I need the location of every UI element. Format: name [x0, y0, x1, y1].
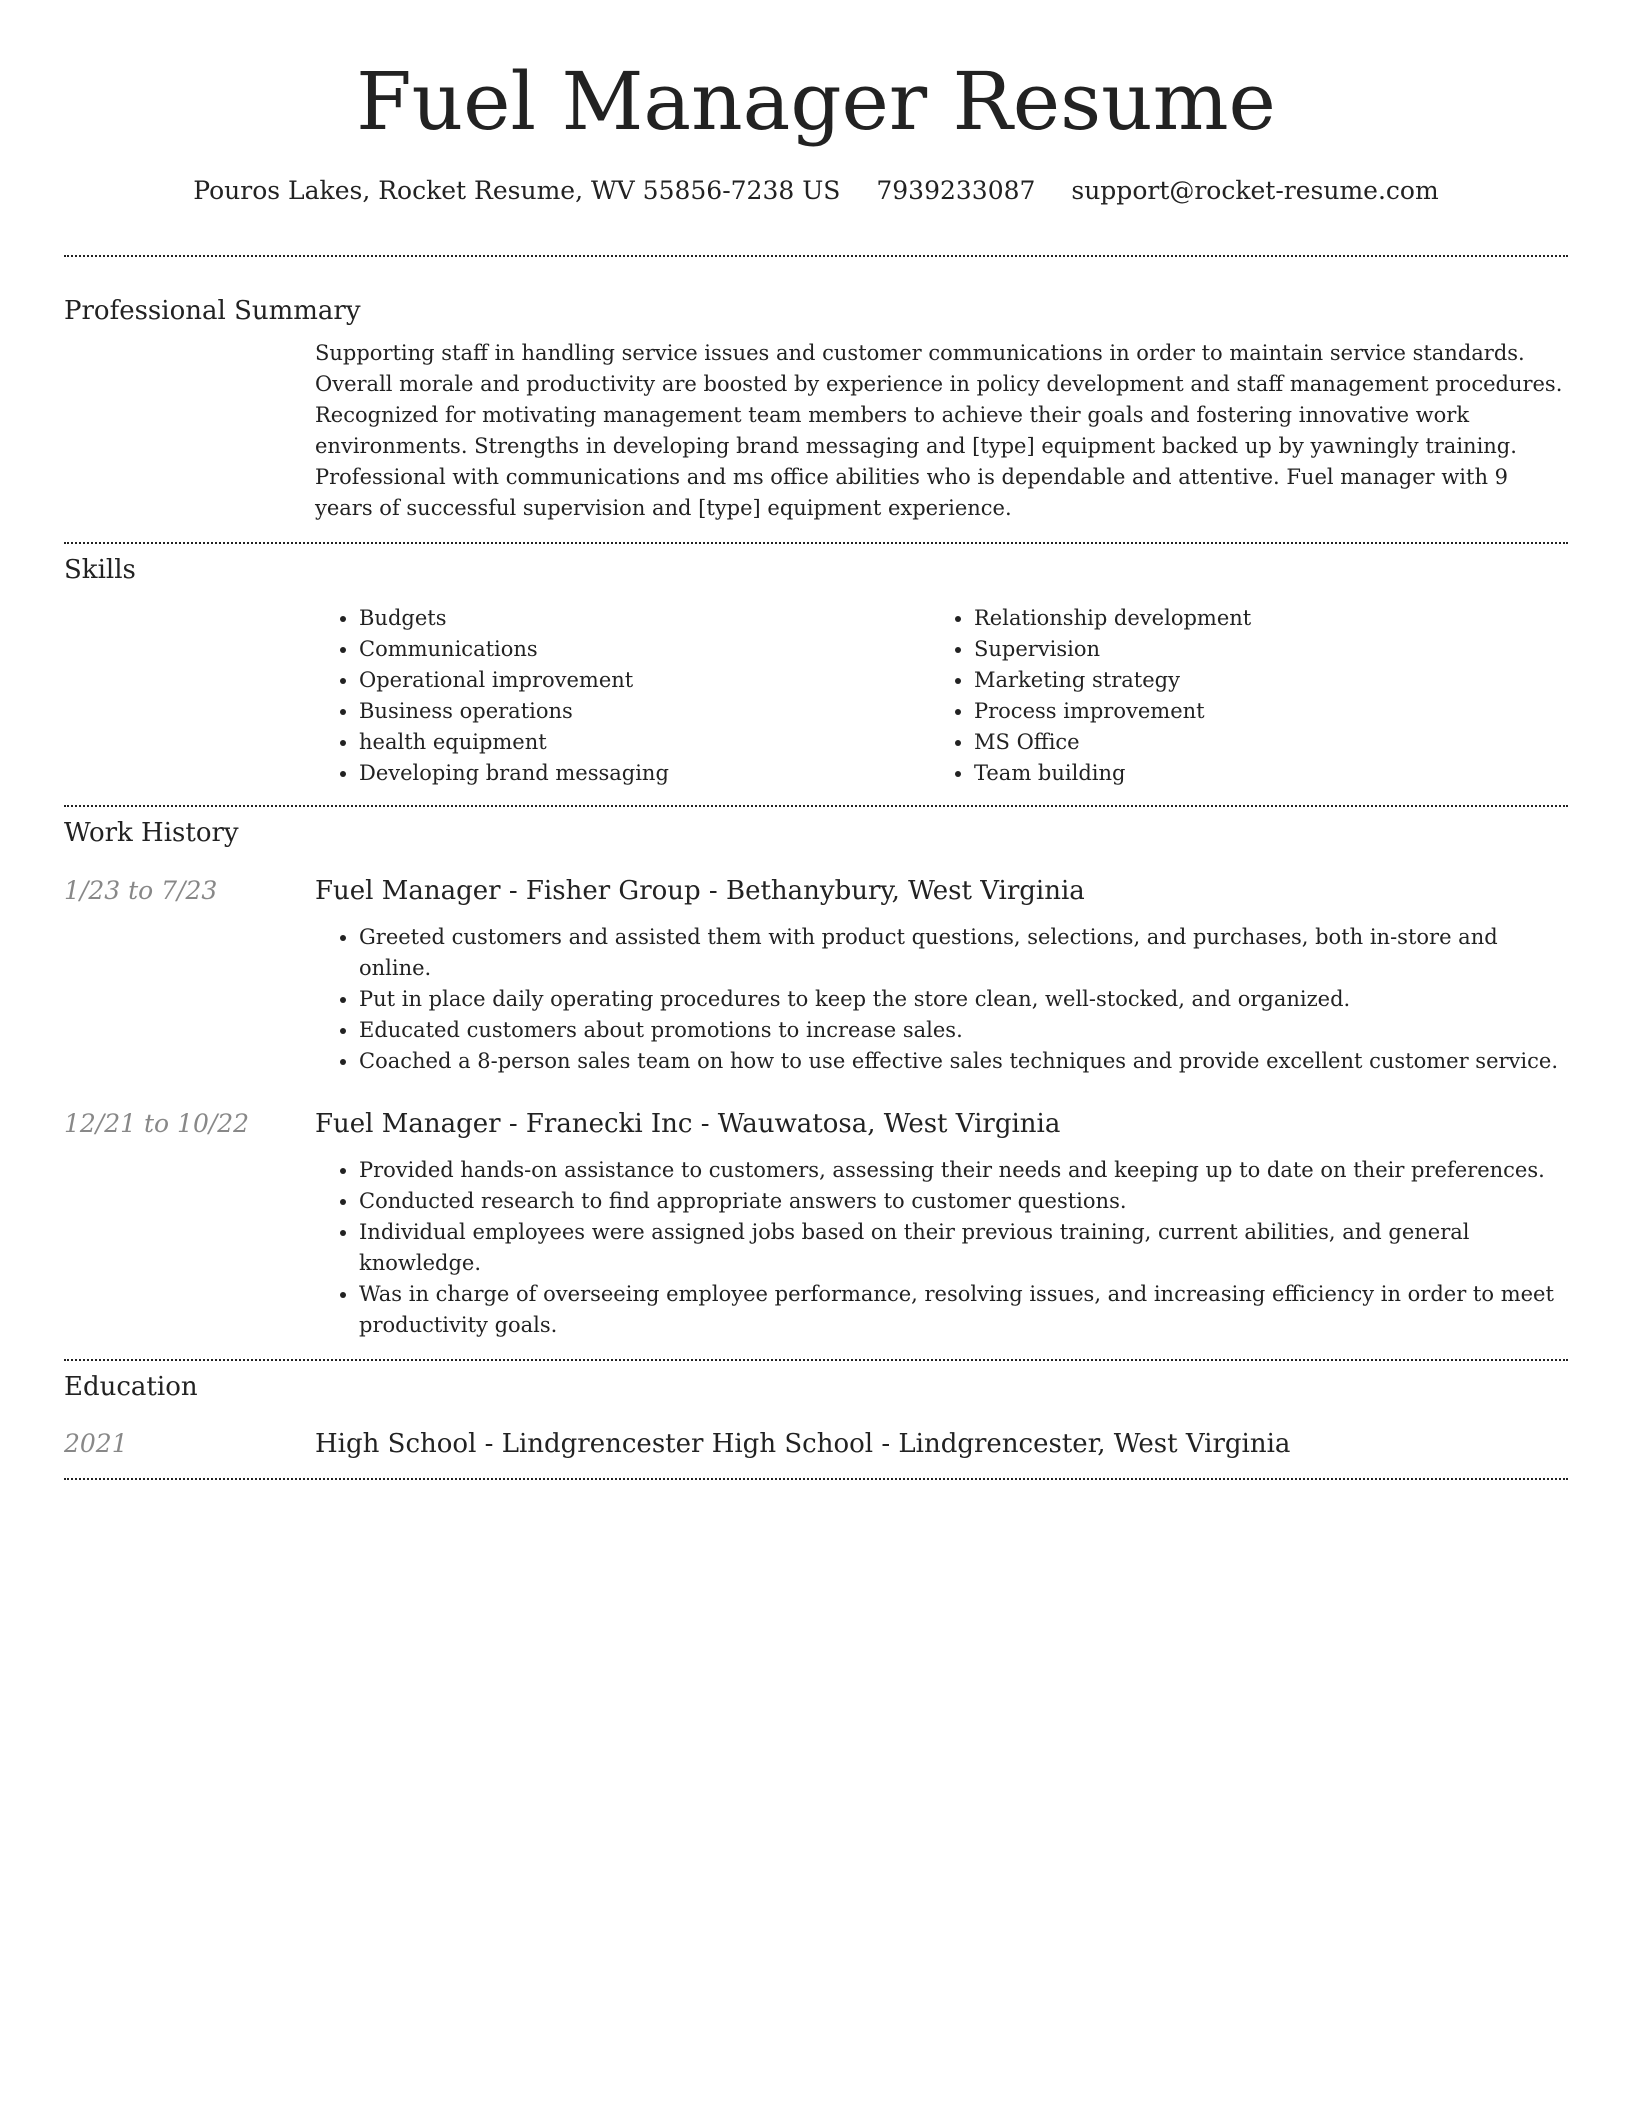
list-item: • Business operations [359, 696, 930, 727]
job-entry [64, 1107, 1568, 1341]
section-heading-summary: Professional Summary [64, 296, 361, 326]
contact-email: support@rocket-resume.com [1071, 176, 1439, 205]
list-item: • Put in place daily operating procedures to keep the store clean, well-stocked, and organized. [359, 984, 1568, 1015]
list-item: • Marketing strategy [974, 665, 1545, 696]
contact-phone: 7939233087 [876, 176, 1036, 205]
section-heading-work: Work History [64, 818, 239, 848]
list-item: • Educated customers about promotions to increase sales. [359, 1015, 1568, 1046]
list-item: • Coached a 8-person sales team on how to use effective sales techniques and provide excellent customer service. [359, 1046, 1568, 1077]
list-item: • Individual employees were assigned jobs based on their previous training, current abilities, and general knowledge. [359, 1217, 1568, 1279]
job-title: Fuel Manager - Fisher Group - Bethanybury, West Virginia [315, 876, 1085, 906]
list-item: • Relationship development [974, 603, 1545, 634]
work-section [64, 807, 1568, 1341]
job-dates: 1/23 to 7/23 [64, 876, 218, 905]
job-title: Fuel Manager - Franecki Inc - Wauwatosa, West Virginia [315, 1109, 1061, 1139]
list-item: • Was in charge of overseeing employee performance, resolving issues, and increasing efficiency in order to meet productivity goals. [359, 1279, 1568, 1341]
resume-page [64, 0, 1568, 1480]
skills-column-right [930, 603, 1545, 789]
list-item: • Greeted customers and assisted them with product questions, selections, and purchases, both in-store and online. [359, 922, 1568, 984]
list-item: • Operational improvement [359, 665, 930, 696]
skills-section [64, 544, 1568, 789]
skills-list-right [930, 603, 1545, 789]
list-item: • Supervision [974, 634, 1545, 665]
list-item: • Conducted research to find appropriate answers to customer questions. [359, 1186, 1568, 1217]
job-entry [64, 874, 1568, 1077]
job-bullets [315, 1155, 1568, 1341]
divider [64, 1478, 1568, 1480]
section-heading-skills: Skills [64, 555, 136, 585]
list-item: • health equipment [359, 727, 930, 758]
job-dates: 12/21 to 10/22 [64, 1109, 250, 1138]
section-heading-education: Education [64, 1372, 198, 1402]
skills-list-left [315, 603, 930, 789]
skills-column-left [315, 603, 930, 789]
resume-title: Fuel Manager Resume [356, 55, 1276, 148]
job-bullets [315, 922, 1568, 1077]
list-item: • Communications [359, 634, 930, 665]
contact-line [64, 174, 1568, 208]
education-section [64, 1361, 1568, 1461]
list-item: • Developing brand messaging [359, 758, 930, 789]
education-entry [64, 1427, 1568, 1461]
education-year: 2021 [64, 1429, 128, 1458]
list-item: • Budgets [359, 603, 930, 634]
summary-text: Supporting staff in handling service issues and customer communications in order to maintain service standards. Overall morale and productivity are boosted by experience in policy development and staff management procedures. Recognized for motivating management team members to achieve their goals and fostering innovative work environments. Strengths in developing brand messaging and [type] equipment backed up by yawningly training. Professional with communications and ms office abilities who is dependable and attentive. Fuel manager with 9 years of successful supervision and [type] equipment experience. [315, 341, 1563, 520]
summary-section [64, 257, 1568, 524]
list-item: • Team building [974, 758, 1545, 789]
list-item: • Process improvement [974, 696, 1545, 727]
contact-address: Pouros Lakes, Rocket Resume, WV 55856-7238 US [193, 176, 841, 205]
education-title: High School - Lindgrencester High School - Lindgrencester, West Virginia [315, 1429, 1291, 1459]
list-item: • MS Office [974, 727, 1545, 758]
list-item: • Provided hands-on assistance to customers, assessing their needs and keeping up to date on their preferences. [359, 1155, 1568, 1186]
